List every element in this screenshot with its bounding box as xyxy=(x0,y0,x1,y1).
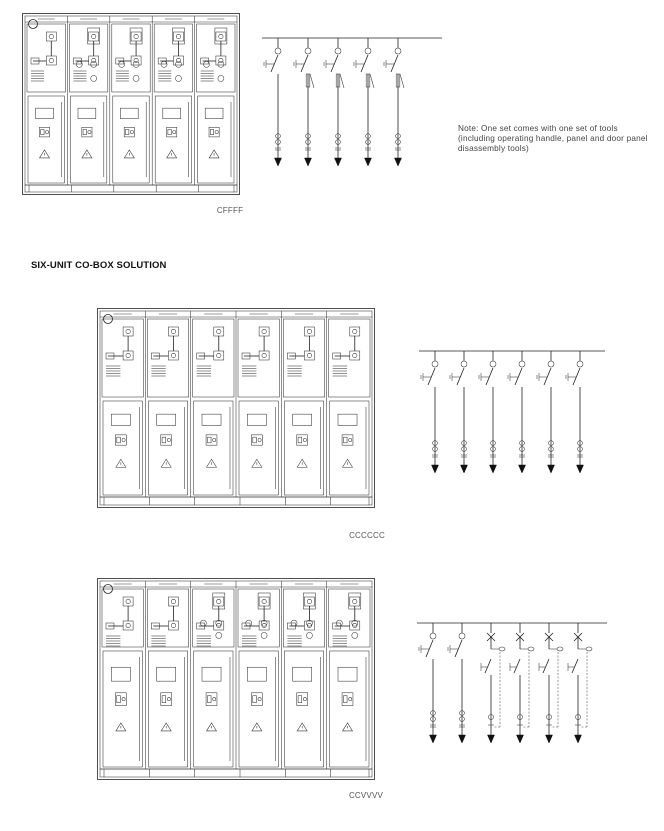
cable-arrow xyxy=(519,465,526,473)
cable-arrow xyxy=(432,465,439,473)
cable-arrow xyxy=(275,158,282,166)
feeder-c xyxy=(448,623,466,743)
cable-arrow xyxy=(577,465,584,473)
feeder-f xyxy=(324,38,344,166)
cable-arrow xyxy=(546,735,553,743)
single-line-diagram-cfffff xyxy=(256,30,446,170)
single-line-diagram-ccvvvv xyxy=(411,617,611,747)
cable-arrow xyxy=(488,735,495,743)
feeder-f xyxy=(384,38,404,166)
cabinet-unit-v xyxy=(191,581,234,777)
config-caption-cccccc: CCCCCC xyxy=(349,531,385,540)
feeder-c xyxy=(566,351,584,473)
feeder-c xyxy=(419,623,437,743)
cabinet-unit-v xyxy=(327,581,370,777)
feeder-c xyxy=(537,351,555,473)
cabinet-unit-f xyxy=(110,16,150,192)
feeder-v xyxy=(510,623,534,743)
config-caption-cfffff: CFFFF xyxy=(216,206,244,215)
cabinet-drawing-ccvvvv xyxy=(97,578,375,780)
cabinet-unit-c xyxy=(145,581,188,777)
cable-arrow xyxy=(395,158,402,166)
tools-note: Note: One set comes with one set of tools (including operating handle, panel and door panel disassembly tools) xyxy=(458,124,648,153)
cable-arrow xyxy=(461,465,468,473)
cabinet-unit-c xyxy=(327,311,370,505)
cable-arrow xyxy=(459,735,466,743)
cable-arrow xyxy=(548,465,555,473)
feeder-c xyxy=(264,38,282,166)
cabinet-unit-f xyxy=(67,16,107,192)
cabinet-unit-c xyxy=(236,311,279,505)
cabinet-unit-f xyxy=(195,16,235,192)
cable-arrow xyxy=(365,158,372,166)
feeder-c xyxy=(508,351,526,473)
cabinet-unit-c xyxy=(281,311,324,505)
cabinet-unit-v xyxy=(236,581,279,777)
single-line-diagram-cccccc xyxy=(413,345,609,475)
cable-arrow xyxy=(490,465,497,473)
feeder-c xyxy=(450,351,468,473)
cabinet-unit-f xyxy=(152,16,192,192)
cable-arrow xyxy=(575,735,582,743)
cabinet-unit-c xyxy=(191,311,234,505)
cable-arrow xyxy=(335,158,342,166)
feeder-f xyxy=(354,38,374,166)
cable-arrow xyxy=(430,735,437,743)
section-title: SIX-UNIT CO-BOX SOLUTION xyxy=(31,260,167,271)
feeder-v xyxy=(568,623,592,743)
cabinet-unit-c xyxy=(27,19,65,192)
cabinet-unit-c xyxy=(145,311,188,505)
cable-arrow xyxy=(517,735,524,743)
feeder-v xyxy=(481,623,505,743)
cabinet-drawing-cfffff xyxy=(22,13,240,195)
cabinet-unit-c xyxy=(102,314,143,505)
feeder-c xyxy=(479,351,497,473)
cable-arrow xyxy=(305,158,312,166)
cabinet-unit-v xyxy=(281,581,324,777)
feeder-c xyxy=(421,351,439,473)
config-caption-ccvvvv: CCVVVV xyxy=(348,791,384,800)
cabinet-drawing-cccccc xyxy=(97,308,375,508)
feeder-v xyxy=(539,623,563,743)
cabinet-unit-c xyxy=(102,584,143,777)
feeder-f xyxy=(294,38,314,166)
